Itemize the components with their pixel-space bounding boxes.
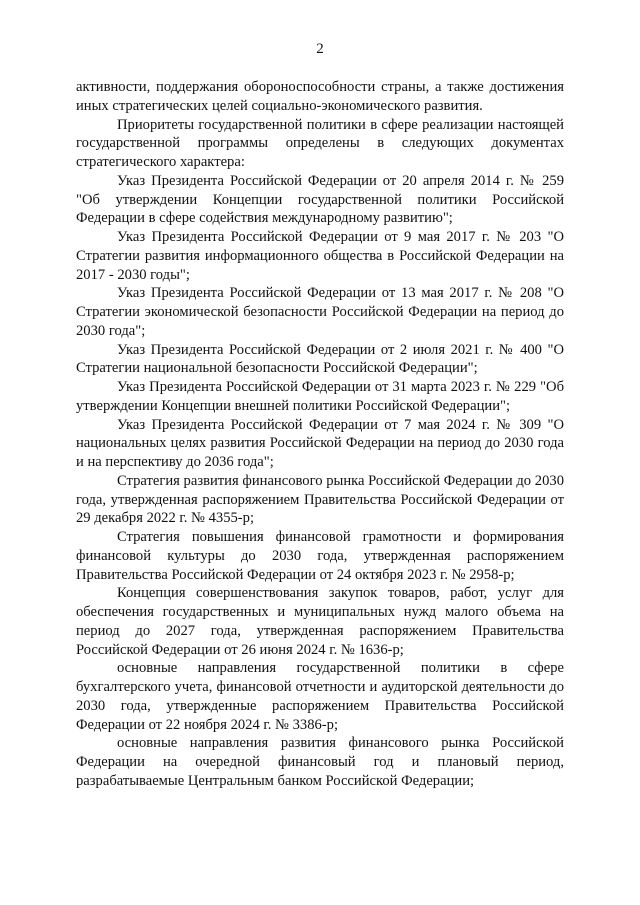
paragraph-procurement-concept: Концепция совершенствования закупок товаров, работ, услуг для обеспечения государственных и муниципальных нужд малого объема на период до 2027 года, утвержденная распоряжением Правительства Российской Федерации от 26 июня 2024 г. № 1636-р; [76, 585, 564, 658]
document-body [76, 78, 564, 791]
paragraph-decree-309: Указ Президента Российской Федерации от 7 мая 2024 г. № 309 "О национальных целях развития Российской Федерации на период до 2030 года и на перспективу до 2036 года"; [76, 416, 564, 470]
paragraph-decree-208: Указ Президента Российской Федерации от 13 мая 2017 г. № 208 "О Стратегии экономической безопасности Российской Федерации на период до 2030 года"; [76, 285, 564, 339]
paragraph-financial-literacy-strategy: Стратегия повышения финансовой грамотности и формирования финансовой культуры до 2030 года, утвержденная распоряжением Правительства Российской Федерации от 24 октября 2023 г. № 2958-р; [76, 529, 564, 583]
paragraph-decree-203: Указ Президента Российской Федерации от 9 мая 2017 г. № 203 "О Стратегии развития информационного общества в Российской Федерации на 2017 - 2030 годы"; [76, 229, 564, 283]
paragraph-decree-259: Указ Президента Российской Федерации от 20 апреля 2014 г. № 259 "Об утверждении Концепции государственной политики Российской Федерации в сфере содействия международному развитию"; [76, 172, 564, 227]
paragraph-decree-400: Указ Президента Российской Федерации от 2 июля 2021 г. № 400 "О Стратегии национальной безопасности Российской Федерации"; [76, 341, 564, 377]
paragraph-central-bank-directions: основные направления развития финансового рынка Российской Федерации на очередной финансовый год и плановый период, разрабатываемые Центральным банком Российской Федерации; [76, 735, 564, 789]
paragraph-continuation: активности, поддержания обороноспособности страны, а также достижения иных стратегических целей социально-экономического развития. [76, 79, 564, 114]
paragraph-priorities-intro: Приоритеты государственной политики в сфере реализации настоящей государственной программы определены в следующих документах стратегического характера: [76, 116, 564, 170]
paragraph-financial-market-strategy: Стратегия развития финансового рынка Российской Федерации до 2030 года, утвержденная распоряжением Правительства Российской Федерации от 29 декабря 2022 г. № 4355-р; [76, 472, 564, 527]
page-number: 2 [316, 41, 324, 57]
paragraph-decree-229: Указ Президента Российской Федерации от 31 марта 2023 г. № 229 "Об утверждении Концепции внешней политики Российской Федерации"; [76, 379, 564, 414]
paragraph-accounting-directions: основные направления государственной политики в сфере бухгалтерского учета, финансовой отчетности и аудиторской деятельности до 2030 года, утвержденные распоряжением Правительства Российской Федерации от 22 ноября 2024 г. № 3386-р; [76, 660, 564, 733]
